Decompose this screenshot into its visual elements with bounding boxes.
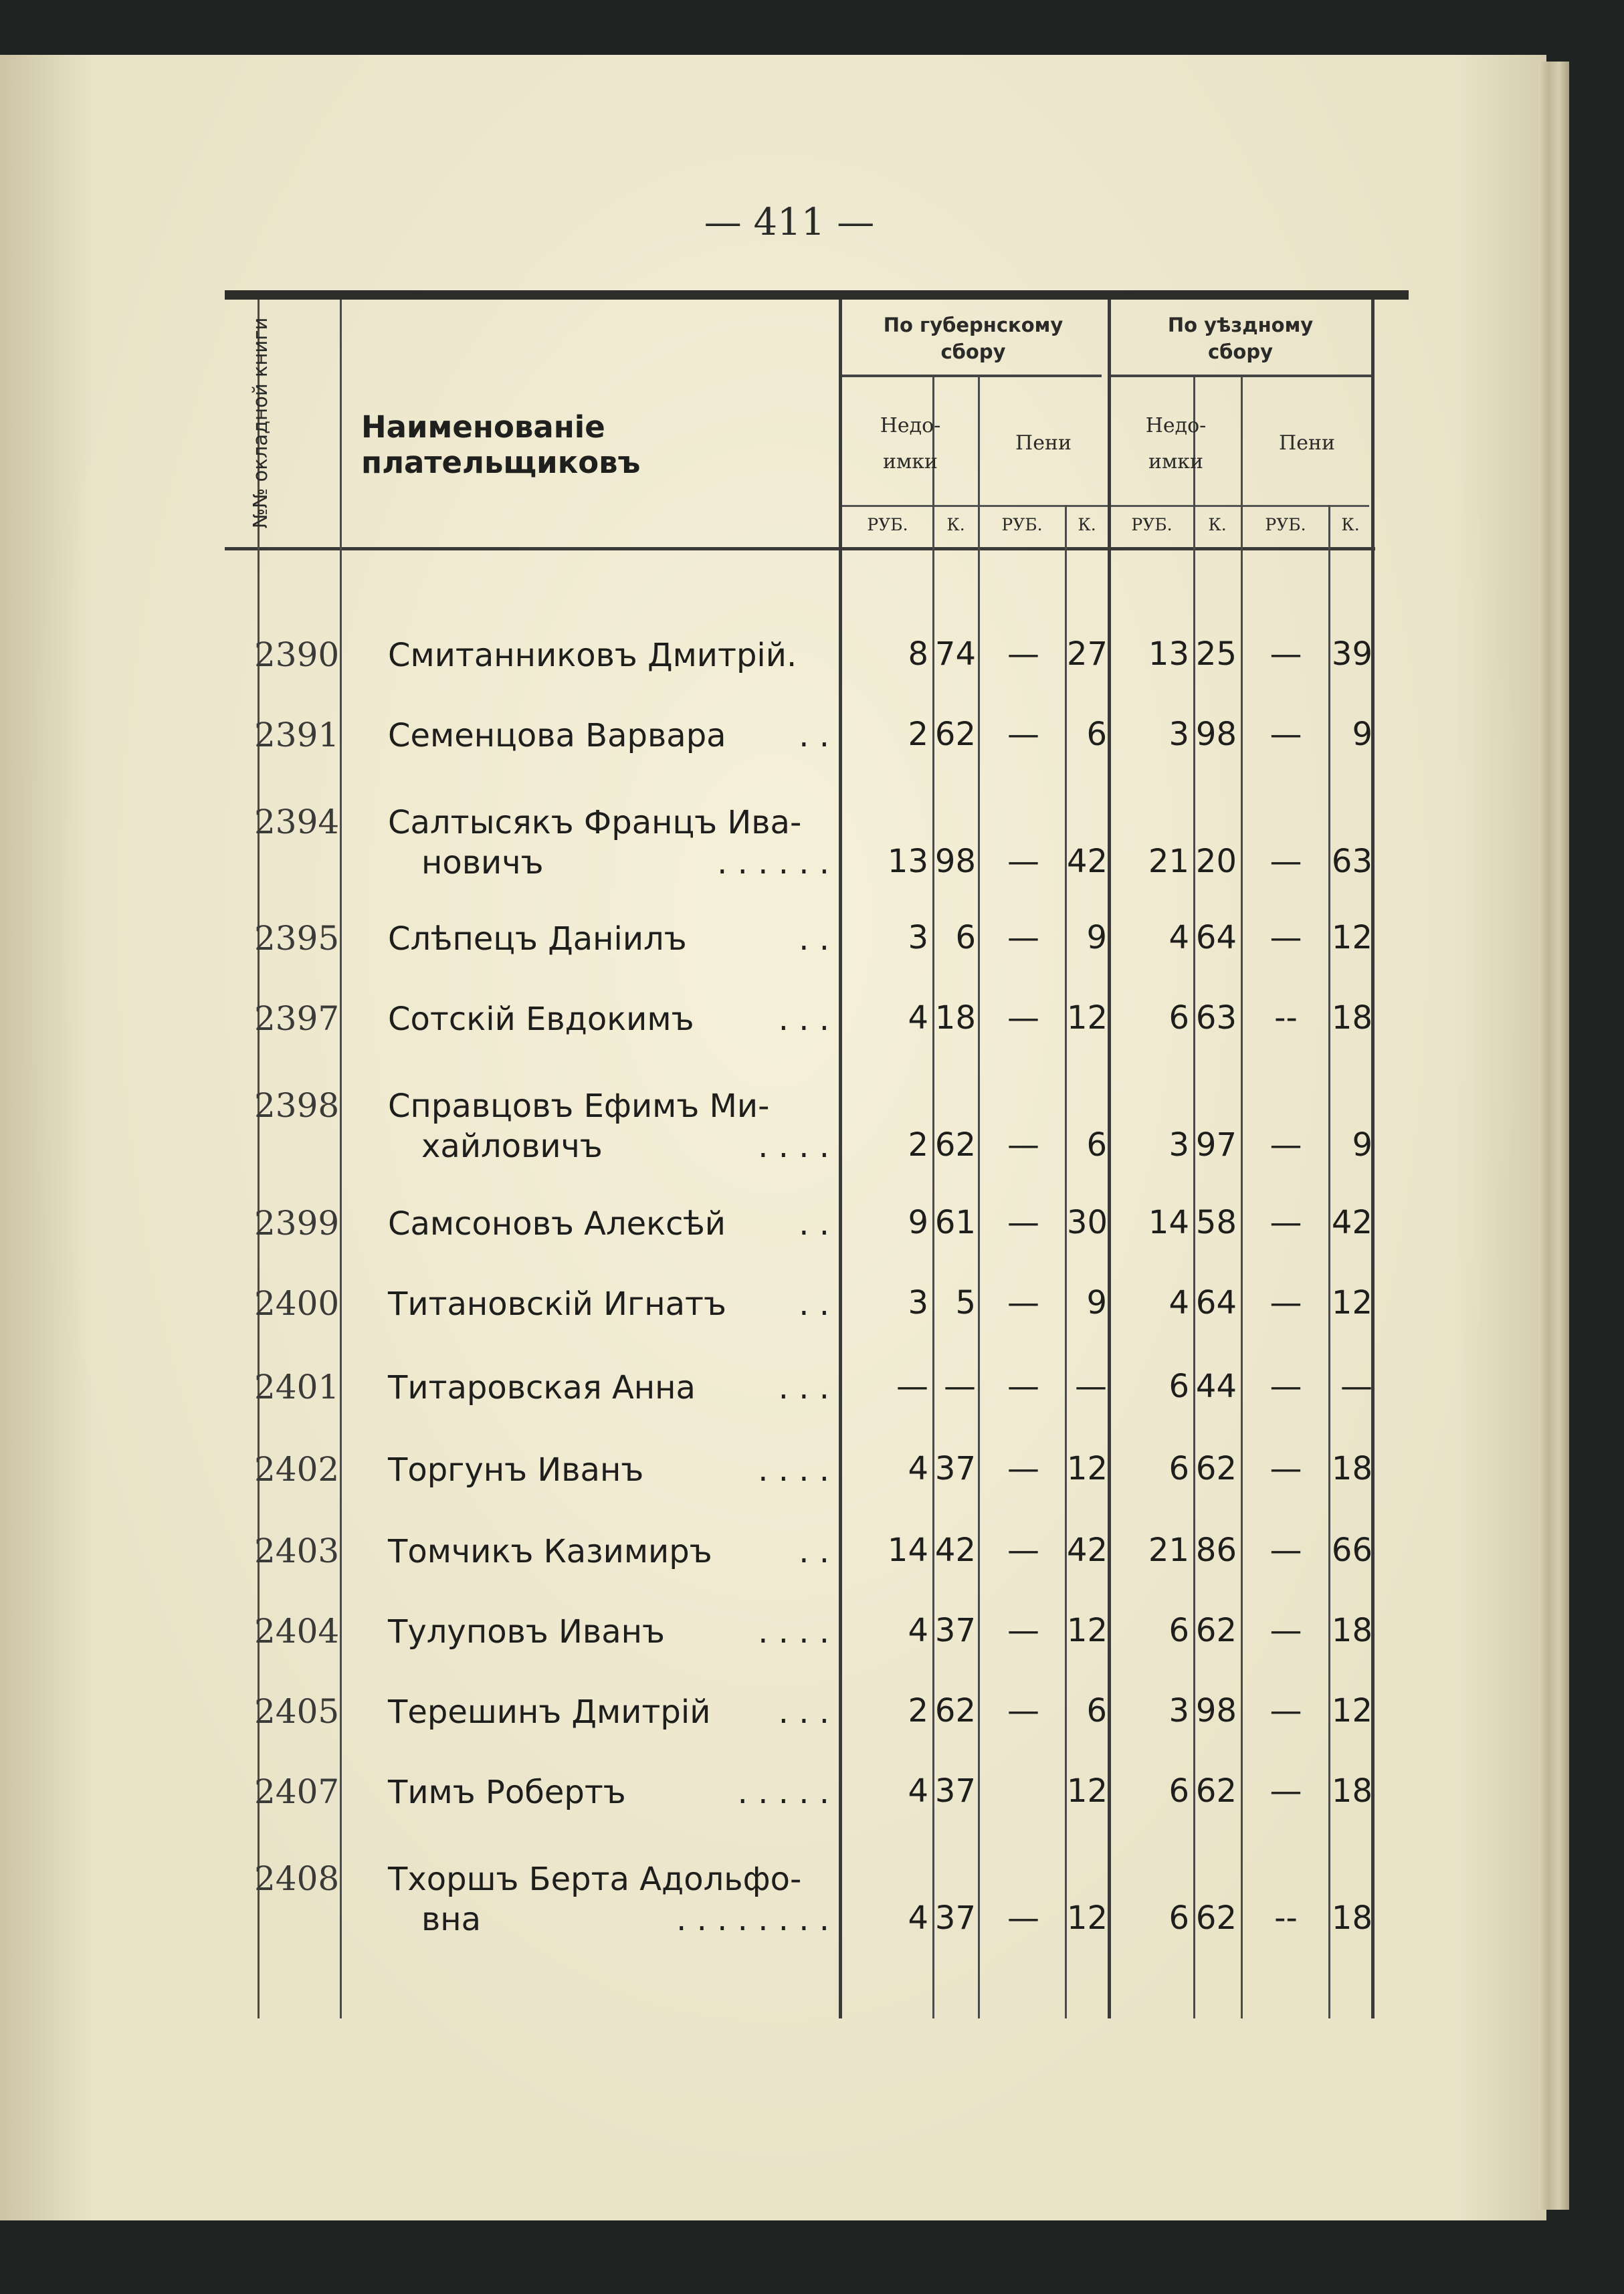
gubern-penalty-kop: 12 [1067,1612,1108,1649]
gubern-arrears-kop: 18 [934,999,976,1037]
row-name-line1: Тимъ Робертъ [388,1774,626,1811]
uezd-penalty-rub: — [1270,1126,1302,1164]
row-code: 2397 [254,999,340,1038]
group1-divider [841,375,1102,377]
header-code-col: №№ окладной книги [249,317,272,528]
uezd-penalty-rub: — [1270,843,1302,880]
gubern-penalty-kop: 12 [1067,999,1108,1037]
gubern-arrears-rub: 3 [908,1284,928,1322]
row-code: 2405 [254,1692,340,1731]
leader-dots: . . [799,1533,829,1570]
gubern-penalty-rub: — [1007,1368,1039,1405]
uezd-arrears-rub: 14 [1148,1204,1189,1241]
uezd-penalty-kop: 42 [1331,1204,1373,1241]
page-number: — 411 — [704,201,875,244]
uezd-penalty-kop: 18 [1331,1450,1373,1487]
leader-dots: . . . . . . [717,844,829,881]
uezd-arrears-rub: 21 [1148,1532,1189,1569]
leader-dots: . . [799,1205,829,1243]
unit-rub: РУБ. [867,515,908,534]
uezd-arrears-rub: 6 [1169,1368,1189,1405]
gubern-arrears-rub: 14 [887,1532,928,1569]
uezd-penalty-rub: — [1270,1284,1302,1322]
row-name [388,1368,829,1408]
uezd-arrears-kop: 62 [1195,1899,1237,1937]
leader-dots: . . . [778,1693,829,1731]
uezd-arrears-kop: 58 [1195,1204,1237,1241]
uezd-penalty-kop: 39 [1331,635,1373,673]
gubern-arrears-kop: 62 [934,1692,976,1730]
gubern-penalty-kop: 27 [1067,635,1108,673]
header-arrears-2: Недо- имки [1145,414,1207,474]
col-line-u-kop [1241,377,1243,2018]
gubern-arrears-kop: 6 [955,919,976,956]
row-name [388,919,829,959]
gubern-arrears-kop: 37 [934,1612,976,1649]
gubern-arrears-kop: 62 [934,716,976,753]
row-code: 2402 [254,1450,340,1489]
gubern-arrears-kop: 37 [934,1899,976,1937]
gubern-penalty-rub: — [1007,716,1039,753]
header-arrears-1: Недо- имки [880,414,941,474]
uezd-arrears-rub: 3 [1169,1126,1189,1164]
gubern-penalty-rub: — [1007,1284,1039,1322]
row-name-line1: Титаровская Анна [388,1369,696,1406]
uezd-penalty-rub: — [1270,716,1302,753]
leader-dots: . . . . [758,1451,829,1489]
uezd-arrears-kop: 62 [1195,1612,1237,1649]
row-name [388,1692,829,1732]
gubern-penalty-kop: 9 [1086,1284,1107,1322]
gubern-penalty-kop: 12 [1067,1899,1108,1937]
row-name [388,1859,829,1940]
uezd-arrears-rub: 6 [1169,1772,1189,1810]
gubern-arrears-rub: 4 [908,1450,928,1487]
row-name-line1: Титановскій Игнатъ [388,1285,726,1323]
gubern-arrears-rub: 4 [908,1899,928,1937]
col-line-group [1108,300,1111,2018]
row-code: 2394 [254,803,340,841]
gubern-arrears-kop: — [944,1368,976,1405]
row-name [388,1532,829,1572]
row-code: 2408 [254,1859,340,1898]
gubern-arrears-rub: 9 [908,1204,928,1241]
row-name [388,716,829,756]
col-line-code [340,300,342,2018]
uezd-penalty-kop: 12 [1331,919,1373,956]
gubern-penalty-kop: 6 [1086,1692,1107,1730]
uezd-arrears-kop: 97 [1195,1126,1237,1164]
leader-dots: . . [799,1285,829,1323]
gubern-arrears-kop: 61 [934,1204,976,1241]
gubern-penalty-rub: — [1007,999,1039,1037]
uezd-penalty-rub: — [1270,1612,1302,1649]
header-penalty-1: Пени [1015,431,1072,455]
gubern-arrears-kop: 98 [934,843,976,880]
gubern-penalty-rub: — [1007,1612,1039,1649]
col-line-left [258,300,260,2018]
row-name [388,803,829,883]
header-group-uezd: По уѣздному сбору [1167,314,1314,363]
uezd-arrears-kop: 98 [1195,716,1237,753]
uezd-arrears-rub: 3 [1169,716,1189,753]
unit-kop: К. [1208,515,1227,534]
row-name-line1: Торгунъ Иванъ [388,1451,644,1489]
unit-divider [841,505,1369,507]
uezd-penalty-kop: — [1340,1368,1373,1405]
gubern-penalty-kop: 9 [1086,919,1107,956]
uezd-penalty-rub: — [1270,1692,1302,1730]
row-name-line1: Семенцова Варвара [388,717,726,754]
leader-dots: . . . . . [737,1774,829,1811]
uezd-arrears-kop: 25 [1195,635,1237,673]
row-code: 2395 [254,919,340,958]
unit-rub: РУБ. [1131,515,1173,534]
uezd-arrears-rub: 4 [1169,1284,1189,1322]
row-name [388,1284,829,1324]
gubern-penalty-rub: — [1007,1899,1039,1937]
row-code: 2407 [254,1772,340,1811]
gubern-penalty-kop: 6 [1086,1126,1107,1164]
col-line-g-kop [978,377,980,2018]
row-name-line1: Справцовъ Ефимъ Ми- [388,1087,770,1125]
row-name-line2: хайловичъ [421,1128,603,1165]
gubern-penalty-kop: 42 [1067,1532,1108,1569]
uezd-penalty-kop: 9 [1352,1126,1373,1164]
unit-kop: К. [1341,515,1360,534]
gubern-penalty-rub: — [1007,843,1039,880]
row-name-line2: новичъ [421,844,544,881]
leader-dots: . . [799,717,829,754]
gubern-penalty-rub: — [1007,1126,1039,1164]
gubern-arrears-kop: 5 [955,1284,976,1322]
unit-rub: РУБ. [1265,515,1306,534]
gubern-penalty-kop: 12 [1067,1772,1108,1810]
row-code: 2391 [254,716,340,754]
gubern-arrears-rub: 2 [908,1692,928,1730]
uezd-penalty-kop: 12 [1331,1692,1373,1730]
row-name [388,1204,829,1244]
gubern-arrears-rub: 4 [908,999,928,1037]
uezd-arrears-rub: 3 [1169,1692,1189,1730]
gubern-arrears-kop: 74 [934,635,976,673]
header-bottom-rule [225,547,1375,550]
header-group-gubern: По губернскому сбору [883,314,1063,363]
leader-dots: . . . . [758,1128,829,1165]
uezd-arrears-rub: 6 [1169,1899,1189,1937]
row-code: 2403 [254,1532,340,1570]
leader-dots: . . . . [758,1613,829,1651]
uezd-penalty-kop: 9 [1352,716,1373,753]
row-code: 2404 [254,1612,340,1651]
row-code: 2401 [254,1368,340,1406]
uezd-arrears-kop: 64 [1195,1284,1237,1322]
row-name-line1: Салтысякъ Францъ Ива- [388,804,802,841]
row-name [388,999,829,1039]
uezd-penalty-kop: 18 [1331,1612,1373,1649]
row-name-line1: Томчикъ Казимиръ [388,1533,712,1570]
gubern-arrears-rub: 13 [887,843,928,880]
row-name [388,635,829,675]
gubern-penalty-kop: 6 [1086,716,1107,753]
leader-dots: . . . . . . . . [676,1901,829,1938]
uezd-penalty-rub: — [1270,1204,1302,1241]
gubern-arrears-kop: 37 [934,1450,976,1487]
gubern-arrears-kop: 42 [934,1532,976,1569]
leader-dots: . . . [778,1001,829,1038]
row-name [388,1612,829,1652]
uezd-arrears-rub: 21 [1148,843,1189,880]
uezd-arrears-kop: 64 [1195,919,1237,956]
row-name-line1: Самсоновъ Алексѣй [388,1205,726,1243]
header-name-col: Наименованіе плательщиковъ [361,409,641,480]
unit-rub: РУБ. [1001,515,1043,534]
uezd-penalty-kop: 18 [1331,999,1373,1037]
uezd-penalty-rub: — [1270,1532,1302,1569]
gubern-arrears-rub: 4 [908,1772,928,1810]
row-name-line1: Тхоршъ Берта Адольфо- [388,1861,802,1898]
row-name-line1: Терешинъ Дмитрій [388,1693,711,1731]
gubern-arrears-kop: 62 [934,1126,976,1164]
row-name [388,1450,829,1490]
row-name-line1: Сотскій Евдокимъ [388,1001,694,1038]
gubern-penalty-rub: — [1007,1204,1039,1241]
leader-dots: . . . [778,1369,829,1406]
uezd-penalty-kop: 63 [1331,843,1373,880]
gubern-penalty-rub: — [1007,1692,1039,1730]
gubern-arrears-rub: 2 [908,716,928,753]
gubern-arrears-rub: 8 [908,635,928,673]
uezd-penalty-rub: -- [1274,999,1298,1037]
gubern-arrears-rub: 4 [908,1612,928,1649]
row-code: 2400 [254,1284,340,1323]
row-code: 2399 [254,1204,340,1243]
uezd-arrears-kop: 63 [1195,999,1237,1037]
gubern-penalty-kop: 42 [1067,843,1108,880]
uezd-penalty-kop: 66 [1331,1532,1373,1569]
table-top-rule [225,290,1409,300]
uezd-penalty-kop: 12 [1331,1284,1373,1322]
uezd-penalty-rub: — [1270,1772,1302,1810]
uezd-arrears-kop: 62 [1195,1450,1237,1487]
col-line-up-rub [1328,505,1330,2018]
row-name [388,1772,829,1812]
uezd-arrears-kop: 98 [1195,1692,1237,1730]
unit-kop: К. [1078,515,1096,534]
gubern-penalty-kop: 30 [1067,1204,1108,1241]
gubern-arrears-rub: — [896,1368,928,1405]
uezd-penalty-rub: — [1270,1368,1302,1405]
gubern-penalty-kop: — [1075,1368,1107,1405]
gubern-arrears-rub: 3 [908,919,928,956]
page-edge [1538,62,1569,2210]
uezd-penalty-rub: — [1270,635,1302,673]
row-name-line1: Смитанниковъ Дмитрій. [388,637,797,674]
uezd-arrears-rub: 6 [1169,1450,1189,1487]
uezd-penalty-rub: — [1270,1450,1302,1487]
uezd-arrears-kop: 62 [1195,1772,1237,1810]
uezd-penalty-kop: 18 [1331,1772,1373,1810]
uezd-arrears-kop: 86 [1195,1532,1237,1569]
uezd-arrears-rub: 6 [1169,999,1189,1037]
unit-kop: К. [946,515,965,534]
gubern-penalty-rub: — [1007,1450,1039,1487]
uezd-penalty-rub: — [1270,919,1302,956]
col-line-name [839,300,842,2018]
row-name-line2: вна [421,1901,482,1938]
leader-dots: . . [799,920,829,958]
gubern-penalty-rub: — [1007,635,1039,673]
uezd-arrears-kop: 20 [1195,843,1237,880]
gubern-penalty-rub: — [1007,1532,1039,1569]
gubern-penalty-rub: — [1007,919,1039,956]
header-penalty-2: Пени [1279,431,1335,455]
row-name-line1: Тулуповъ Иванъ [388,1613,665,1651]
uezd-penalty-kop: 18 [1331,1899,1373,1937]
gubern-arrears-kop: 37 [934,1772,976,1810]
uezd-arrears-kop: 44 [1195,1368,1237,1405]
row-name-line1: Слѣпецъ Даніилъ [388,920,687,958]
row-code: 2390 [254,635,340,674]
gubern-arrears-rub: 2 [908,1126,928,1164]
gubern-penalty-kop: 12 [1067,1450,1108,1487]
uezd-arrears-rub: 13 [1148,635,1189,673]
uezd-arrears-rub: 4 [1169,919,1189,956]
uezd-arrears-rub: 6 [1169,1612,1189,1649]
row-name [388,1086,829,1166]
row-code: 2398 [254,1086,340,1125]
uezd-penalty-rub: -- [1274,1899,1298,1937]
